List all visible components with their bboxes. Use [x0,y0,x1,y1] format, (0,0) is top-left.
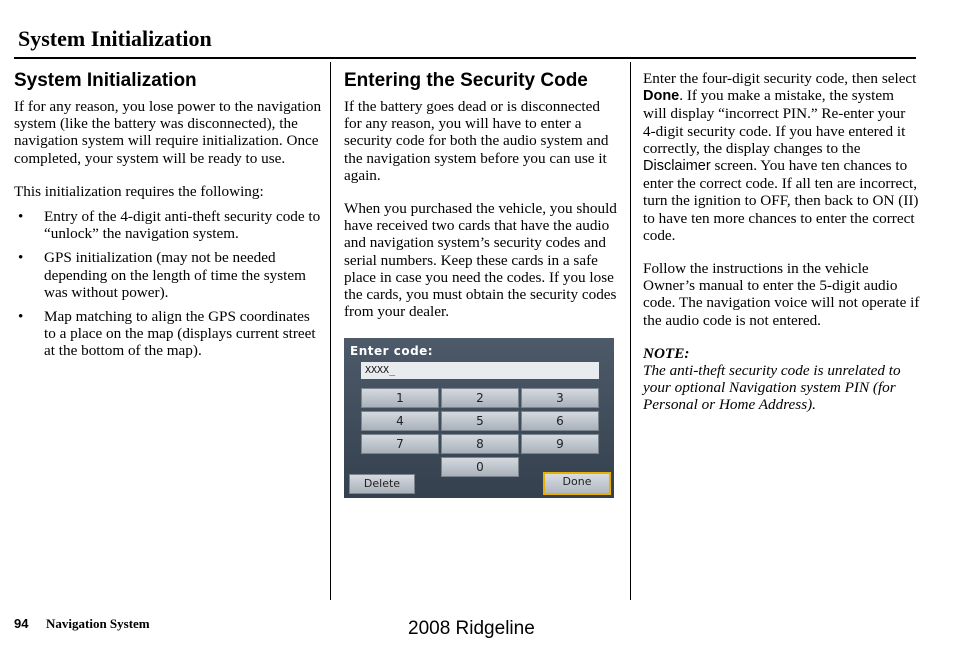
column-security-code [344,70,618,336]
note-text: The anti-theft security code is unrelated to your optional Navigation system PIN (for Personal or Home Address). [643,362,901,414]
section-heading: Entering the Security Code [344,70,588,91]
done-term: Done [643,88,680,105]
entry-text: Enter the four-digit security code, then select [643,70,917,87]
disclaimer-term: Disclaimer [643,158,711,175]
page-title: System Initialization [18,26,212,51]
cards-paragraph: When you purchased the vehicle, you should have received two cards that have the audio and navigation system’s security codes and serial numbers. Keep these cards in a safe place in case you need the codes. If you lose the cards, you must obtain the security codes from your dealer. [344,200,617,321]
column-code-instructions [643,70,921,430]
title-rule [14,57,916,59]
list-item: • Map matching to align the GPS coordinates to a place on the map (displays current street at the bottom of the map). [14,308,324,360]
key-1[interactable]: 1 [361,388,439,408]
requirements-list [14,208,324,360]
intro-paragraph: If for any reason, you lose power to the navigation system (like the battery was disconnected), the navigation system will require initialization. Once completed, your system will be ready to use. [14,98,322,167]
enter-code-screen [344,338,614,498]
code-input[interactable]: XXXX_ [361,362,599,379]
section-heading: System Initialization [14,70,197,91]
note-label: NOTE: [643,344,690,362]
footer-model: 2008 Ridgeline [408,618,535,639]
note [643,345,921,414]
screen-title: Enter code: [350,344,434,358]
key-4[interactable]: 4 [361,411,439,431]
page-number: 94 [14,616,29,631]
key-8[interactable]: 8 [441,434,519,454]
requirements-paragraph: This initialization requires the following: [14,182,264,200]
key-5[interactable]: 5 [441,411,519,431]
key-3[interactable]: 3 [521,388,599,408]
done-button[interactable]: Done [543,472,611,495]
entry-paragraph [643,70,921,244]
key-2[interactable]: 2 [441,388,519,408]
footer-section: Navigation System [46,616,150,631]
entry-text: . If you make a mistake, the system will display “incorrect PIN.” Re-enter your 4-digit security code. If you have entered it correctly, the display changes to the [643,87,906,157]
delete-button[interactable]: Delete [349,474,415,494]
key-6[interactable]: 6 [521,411,599,431]
key-0[interactable]: 0 [441,457,519,477]
list-item: • Entry of the 4-digit anti-theft security code to “unlock” the navigation system. [14,208,324,242]
entry-text: screen. You have ten chances to enter the correct code. If all ten are incorrect, turn the ignition to OFF, then back to ON (II) to have ten more chances to enter the correct code. [643,157,919,244]
column-divider-left [330,62,331,600]
column-divider-right [630,62,631,600]
list-item: • GPS initialization (may not be needed depending on the length of time the system was without power). [14,249,324,301]
battery-paragraph: If the battery goes dead or is disconnected for any reason, you will have to enter a security code for both the audio system and the navigation system before you can use it again. [344,98,609,184]
audio-code-paragraph: Follow the instructions in the vehicle Owner’s manual to enter the 5-digit audio code. The navigation voice will not operate if the audio code is not entered. [643,260,920,329]
key-9[interactable]: 9 [521,434,599,454]
column-system-initialization [14,70,324,367]
key-7[interactable]: 7 [361,434,439,454]
